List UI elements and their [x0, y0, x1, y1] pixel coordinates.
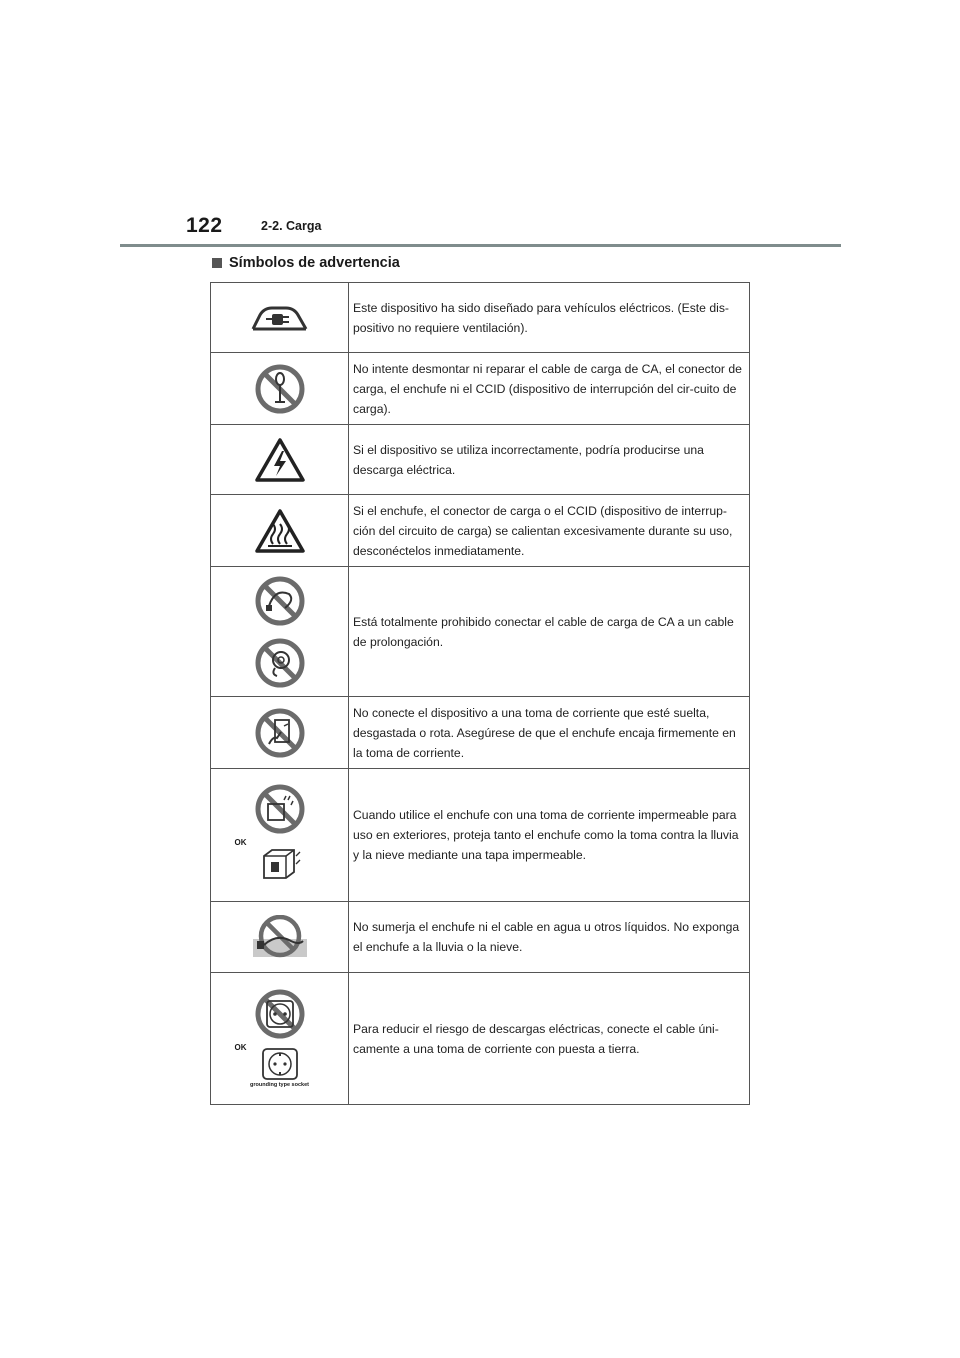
- icon-cell: [211, 495, 349, 567]
- row-text: Cuando utilice el enchufe con una toma de corriente impermeable para uso en exteriores, proteja tanto el enchufe como la toma contra la lluvia y la nieve mediante una tapa impermeable.: [349, 769, 750, 902]
- icon-cell: [211, 973, 349, 1105]
- electric-vehicle-plug-icon: [250, 303, 310, 333]
- table-row: [211, 353, 750, 425]
- heading: [212, 255, 400, 271]
- icon-cell: [211, 769, 349, 902]
- grounded-outlet-icon: [261, 1047, 299, 1081]
- row-text: Si el enchufe, el conector de carga o el CCID (dispositivo de interrup-ción del circuito de carga) se calientan excesivamente durante su uso, desconéctelos inmediatamente.: [349, 495, 750, 567]
- warning-symbols-table: [210, 282, 750, 1105]
- hot-surface-warning-icon: [254, 508, 306, 554]
- table-row: [211, 697, 750, 769]
- table-row: [211, 283, 750, 353]
- header-rule: [120, 244, 841, 247]
- table-row: [211, 973, 750, 1105]
- cable-reel-prohibited-icon: [255, 638, 305, 688]
- row-text: Para reducir el riesgo de descargas eléctricas, conecte el cable úni-camente a una toma de corriente con puesta a tierra.: [349, 973, 750, 1105]
- icon-cell: [211, 283, 349, 353]
- icon-cell: [211, 697, 349, 769]
- electric-shock-warning-icon: [254, 437, 306, 483]
- row-text: Este dispositivo ha sido diseñado para vehículos eléctricos. (Este dis-positivo no requiere ventilación).: [349, 283, 750, 353]
- no-submerge-icon: [253, 915, 307, 959]
- icon-cell: [211, 902, 349, 973]
- row-text: No sumerja el enchufe ni el cable en agua u otros líquidos. No exponga el enchufe a la lluvia o la nieve.: [349, 902, 750, 973]
- icon-cell: [211, 353, 349, 425]
- table-row: [211, 425, 750, 495]
- ok-label: OK: [234, 1043, 247, 1052]
- section-title: 2-2. Carga: [261, 219, 322, 233]
- table-row: [211, 769, 750, 902]
- no-loose-outlet-icon: [255, 708, 305, 758]
- icon-cell: [211, 567, 349, 697]
- grounding-socket-label: grounding type socket: [250, 1082, 309, 1088]
- weatherproof-outlet-icon: [258, 842, 302, 886]
- heading-text: Símbolos de advertencia: [229, 255, 400, 271]
- table-row: [211, 495, 750, 567]
- page-number: 122: [186, 214, 223, 237]
- icon-cell: [211, 425, 349, 495]
- row-text: No intente desmontar ni reparar el cable de carga de CA, el conector de carga, el enchufe ni el CCID (dispositivo de interrupción del cir-cuito de carga).: [349, 353, 750, 425]
- heading-marker-icon: [212, 258, 222, 268]
- table-row: [211, 902, 750, 973]
- no-disassembly-icon: [255, 364, 305, 414]
- no-rain-outlet-icon: [255, 784, 305, 834]
- row-text: Está totalmente prohibido conectar el cable de carga de CA a un cable de prolongación.: [349, 567, 750, 697]
- ok-label: OK: [234, 838, 247, 847]
- no-extension-cable-icon: [255, 576, 305, 626]
- ungrounded-outlet-prohibited-icon: [255, 989, 305, 1039]
- row-text: Si el dispositivo se utiliza incorrectamente, podría producirse una descarga eléctrica.: [349, 425, 750, 495]
- table-row: [211, 567, 750, 697]
- row-text: No conecte el dispositivo a una toma de corriente que esté suelta, desgastada o rota. Asegúrese de que el enchufe encaja firmemente en la toma de corriente.: [349, 697, 750, 769]
